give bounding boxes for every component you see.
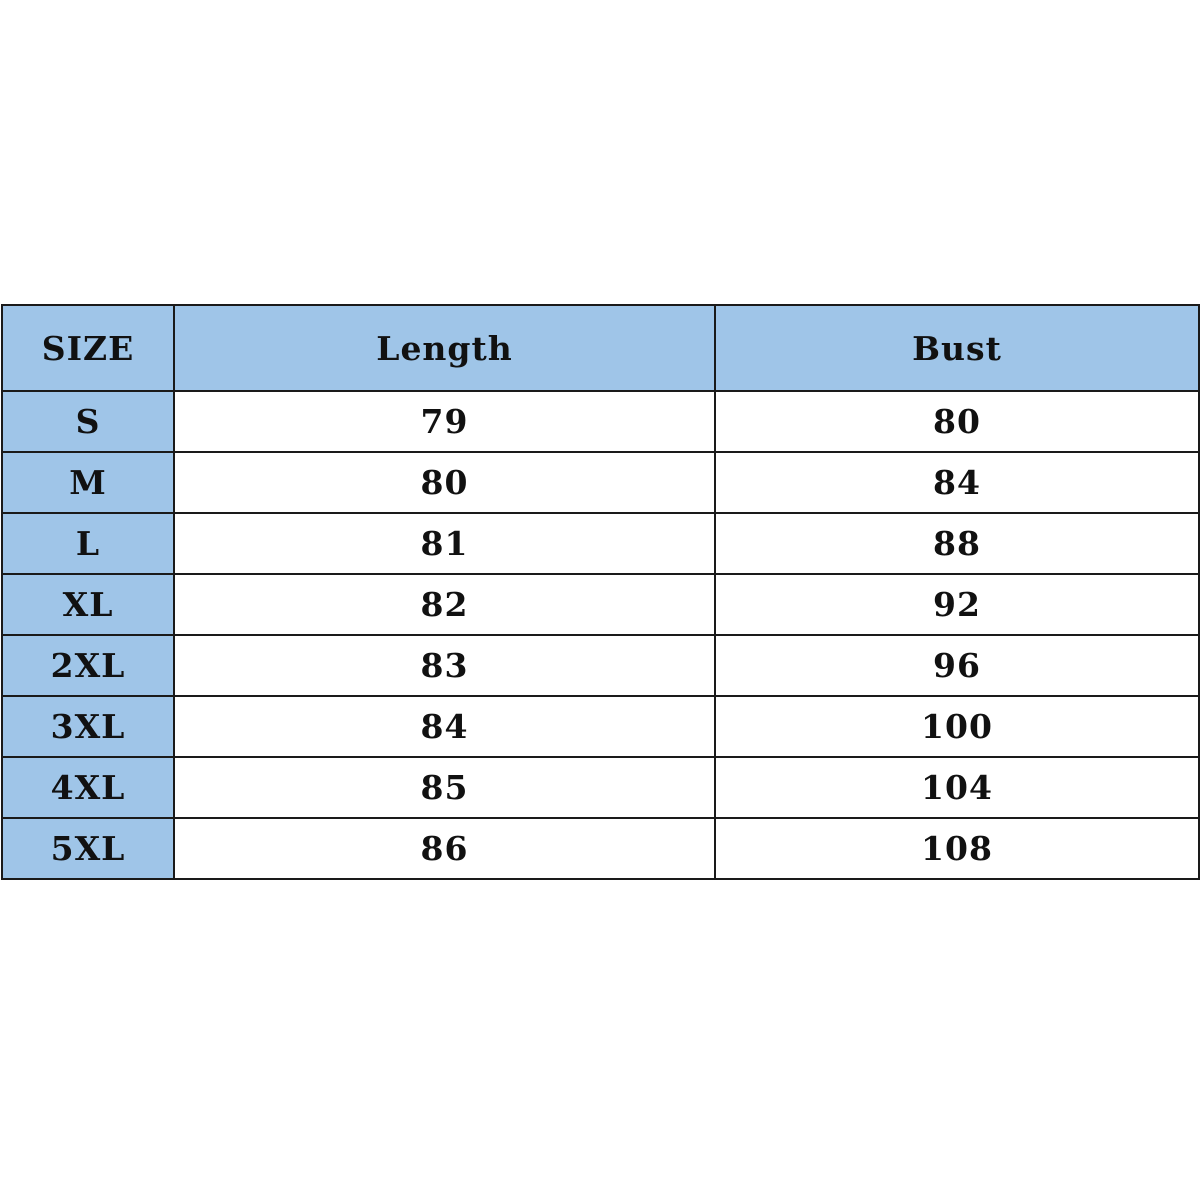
size-cell: L bbox=[2, 513, 174, 574]
table-body bbox=[2, 391, 1199, 879]
table-row bbox=[2, 452, 1199, 513]
size-cell: XL bbox=[2, 574, 174, 635]
size-cell: 5XL bbox=[2, 818, 174, 879]
size-cell: M bbox=[2, 452, 174, 513]
bust-cell: 100 bbox=[715, 696, 1199, 757]
bust-cell: 84 bbox=[715, 452, 1199, 513]
bust-cell: 108 bbox=[715, 818, 1199, 879]
length-cell: 79 bbox=[174, 391, 715, 452]
table-header bbox=[2, 305, 1199, 391]
bust-cell: 92 bbox=[715, 574, 1199, 635]
table-row bbox=[2, 757, 1199, 818]
size-cell: 4XL bbox=[2, 757, 174, 818]
size-cell: 2XL bbox=[2, 635, 174, 696]
header-length: Length bbox=[174, 305, 715, 391]
size-chart-table bbox=[1, 304, 1200, 880]
length-cell: 81 bbox=[174, 513, 715, 574]
table-row bbox=[2, 391, 1199, 452]
bust-cell: 104 bbox=[715, 757, 1199, 818]
table-row bbox=[2, 574, 1199, 635]
length-cell: 85 bbox=[174, 757, 715, 818]
size-cell: S bbox=[2, 391, 174, 452]
bust-cell: 80 bbox=[715, 391, 1199, 452]
table-row bbox=[2, 635, 1199, 696]
length-cell: 80 bbox=[174, 452, 715, 513]
size-cell: 3XL bbox=[2, 696, 174, 757]
length-cell: 83 bbox=[174, 635, 715, 696]
table-row bbox=[2, 818, 1199, 879]
header-size: SIZE bbox=[2, 305, 174, 391]
table-row bbox=[2, 513, 1199, 574]
header-row bbox=[2, 305, 1199, 391]
length-cell: 86 bbox=[174, 818, 715, 879]
length-cell: 84 bbox=[174, 696, 715, 757]
length-cell: 82 bbox=[174, 574, 715, 635]
bust-cell: 88 bbox=[715, 513, 1199, 574]
header-bust: Bust bbox=[715, 305, 1199, 391]
bust-cell: 96 bbox=[715, 635, 1199, 696]
table-row bbox=[2, 696, 1199, 757]
